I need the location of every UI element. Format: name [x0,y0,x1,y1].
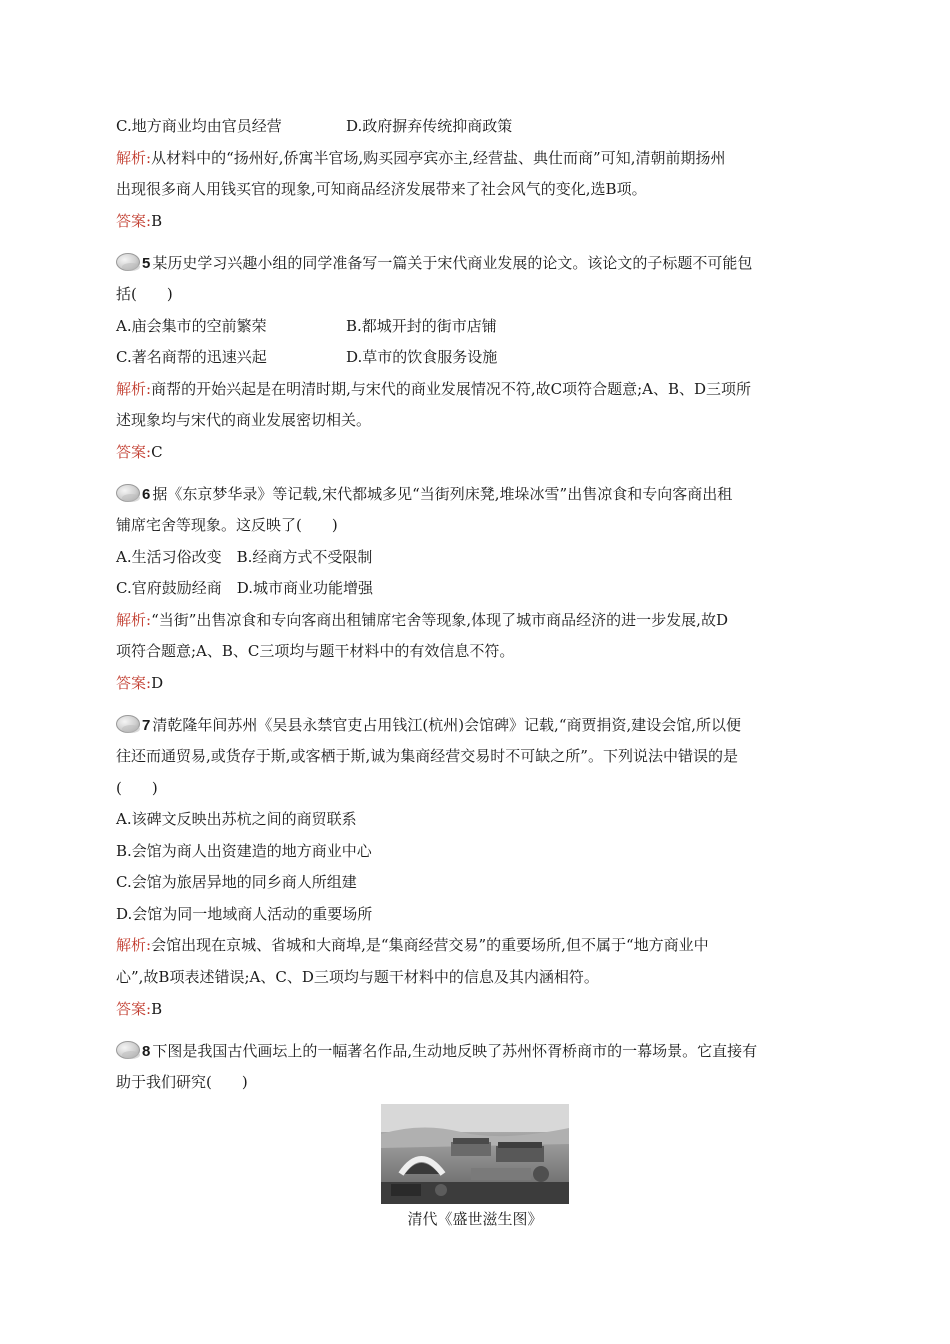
q4-analysis-line-1 [116,147,725,169]
q4-analysis-line-2: 出现很多商人用钱买官的现象,可知商品经济发展带来了社会风气的变化,选B项。 [116,180,647,198]
q5-options-cd [116,346,498,368]
q4-answer [116,210,162,232]
q7-option-b[interactable]: B.会馆为商人出资建造的地方商业中心 [116,842,372,860]
q6-answer-label: 答案: [116,674,152,692]
q7-analysis-text-1: 会馆出现在京城、省城和大商埠,是“集商经营交易”的重要场所,但不属于“地方商业中 [151,936,709,954]
question-marker-icon [116,715,140,733]
q6-stem-line-1 [116,483,732,505]
q7-analysis-label: 解析: [116,936,152,954]
q8-number: 8 [142,1043,151,1060]
q4-option-c[interactable]: C.地方商业均由官员经营 [116,117,282,135]
q6-answer-value: D [151,674,164,692]
q5-stem-text-1: 某历史学习兴趣小组的同学准备写一篇关于宋代商业发展的论文。该论文的子标题不可能包 [152,254,753,272]
q5-stem-line-1 [116,252,752,274]
q7-answer-value: B [151,1000,163,1018]
q7-analysis-line-2: 心”,故B项表述错误;A、C、D三项均与题干材料中的信息及其内涵相符。 [116,968,599,986]
q4-options-cd [116,115,513,137]
q6-options-cd[interactable]: C.官府鼓励经商 D.城市商业功能增强 [116,579,373,597]
q6-analysis-label: 解析: [116,611,152,629]
q7-analysis-line-1 [116,934,709,956]
q8-stem-line-1 [116,1040,757,1062]
q7-stem-line-2: 往还而通贸易,或货存于斯,或客栖于斯,诚为集商经营交易时不可缺之所”。下列说法中错误的是 [116,747,738,765]
q5-option-c[interactable]: C.著名商帮的迅速兴起 [116,348,267,366]
figure-caption: 清代《盛世滋生图》 [407,1210,543,1228]
q5-analysis-label: 解析: [116,380,152,398]
q4-analysis-label: 解析: [116,149,152,167]
q6-stem-line-2: 铺席宅舍等现象。这反映了( ) [116,516,338,534]
painting-illustration [381,1104,569,1204]
q6-analysis-text-1: “当街”出售凉食和专向客商出租铺席宅舍等现象,体现了城市商品经济的进一步发展,故D [151,611,728,629]
q7-number: 7 [142,717,151,734]
q5-answer [116,441,163,463]
q5-option-d[interactable]: D.草市的饮食服务设施 [346,348,498,366]
q7-answer [116,998,162,1020]
q7-stem-text-1: 清乾隆年间苏州《吴县永禁官吏占用钱江(杭州)会馆碑》记载,“商贾捐资,建设会馆,所以便 [152,716,742,734]
q6-options-ab[interactable]: A.生活习俗改变 B.经商方式不受限制 [116,548,373,566]
q5-option-a[interactable]: A.庙会集市的空前繁荣 [116,317,267,335]
q7-stem-line-1 [116,714,741,736]
q5-analysis-text-1: 商帮的开始兴起是在明清时期,与宋代的商业发展情况不符,故C项符合题意;A、B、D三项所 [151,380,752,398]
q5-stem-line-2: 括( ) [116,285,173,303]
q4-answer-value: B [151,212,163,230]
q5-analysis-line-2: 述现象均与宋代的商业发展密切相关。 [116,411,372,429]
q4-analysis-text-1: 从材料中的“扬州好,侨寓半官场,购买园亭宾亦主,经营盐、典仕而商”可知,清朝前期扬州 [151,149,726,167]
q7-option-d[interactable]: D.会馆为同一地域商人活动的重要场所 [116,905,373,923]
q8-stem-line-2: 助于我们研究( ) [116,1073,248,1091]
q8-stem-text-1: 下图是我国古代画坛上的一幅著名作品,生动地反映了苏州怀胥桥商市的一幕场景。它直接有 [152,1042,758,1060]
question-marker-icon [116,253,140,271]
q6-analysis-line-1 [116,609,728,631]
q5-number: 5 [142,255,151,272]
q5-analysis-line-1 [116,378,751,400]
q7-option-a[interactable]: A.该碑文反映出苏杭之间的商贸联系 [116,810,357,828]
q7-option-c[interactable]: C.会馆为旅居异地的同乡商人所组建 [116,873,357,891]
painting-image [381,1104,569,1204]
q7-answer-label: 答案: [116,1000,152,1018]
question-marker-icon [116,484,140,502]
q6-analysis-line-2: 项符合题意;A、B、C三项均与题干材料中的有效信息不符。 [116,642,515,660]
q4-option-d[interactable]: D.政府摒弃传统抑商政策 [346,117,513,135]
q4-answer-label: 答案: [116,212,152,230]
q6-answer [116,672,163,694]
q6-stem-text-1: 据《东京梦华录》等记载,宋代都城多见“当街列床凳,堆垛冰雪”出售凉食和专向客商出租 [152,485,733,503]
q5-option-b[interactable]: B.都城开封的街市店铺 [346,317,497,335]
q5-options-ab [116,315,497,337]
q5-answer-value: C [151,443,163,461]
question-marker-icon [116,1041,140,1059]
q6-number: 6 [142,486,151,503]
q5-answer-label: 答案: [116,443,152,461]
q7-stem-line-3: ( ) [116,779,158,797]
